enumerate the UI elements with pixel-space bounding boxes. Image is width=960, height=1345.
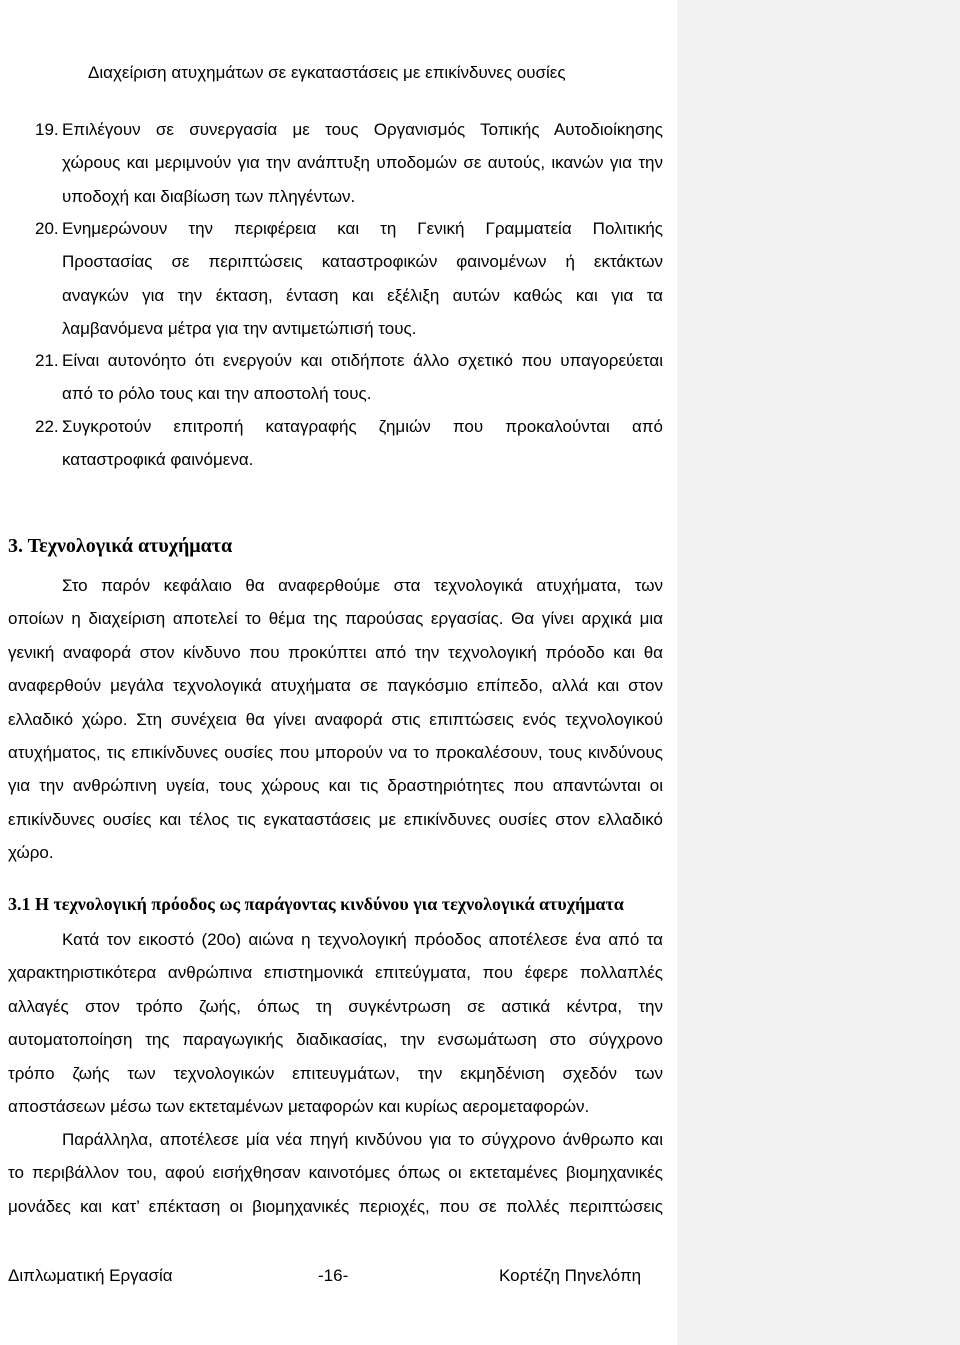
text-line: Στο παρόν κεφάλαιο θα αναφερθούμε στα τεχνολογικά ατυχήματα, των xyxy=(62,576,663,595)
text-line: αλλαγές στον τρόπο ζωής, όπως τη συγκέντρωση σε αστικά κέντρα, την xyxy=(8,996,663,1016)
text-line: οποίων η διαχείριση αποτελεί το θέμα της παρούσας εργασίας. Θα γίνει αρχικά μια xyxy=(8,609,663,629)
text-line: αυτοματοποίηση της παραγωγικής διαδικασίας, την ενσωμάτωση στο σύγχρονο xyxy=(8,1030,663,1050)
section-heading: 3. Τεχνολογικά ατυχήματα xyxy=(8,535,233,557)
list-item-number: 20. xyxy=(35,219,59,238)
text-line: Προστασίας σε περιπτώσεις καταστροφικών φαινομένων ή εκτάκτων xyxy=(62,252,663,272)
text-line: για την ανθρώπινη υγεία, τους χώρους και τις δραστηριότητες που απαντώνται οι xyxy=(8,776,663,796)
list-item-number: 19. xyxy=(35,120,59,139)
text-line: τρόπο ζωής των τεχνολογικών επιτευγμάτων, την εκμηδένιση σχεδόν των xyxy=(8,1063,663,1083)
text-line: μονάδες και κατ’ επέκταση οι βιομηχανικές περιοχές, που σε πολλές περιπτώσεις xyxy=(8,1196,663,1216)
text-line: χώρο. xyxy=(8,843,54,863)
text-line: λαμβανόμενα μέτρα για την αντιμετώπισή τους. xyxy=(62,319,417,339)
text-line: Είναι αυτονόητο ότι ενεργούν και οτιδήποτε άλλο σχετικό που υπαγορεύεται xyxy=(62,351,663,370)
text-line: αναγκών για την έκταση, ένταση και εξέλιξη αυτών καθώς και για τα xyxy=(62,285,663,305)
footer-document-type: Διπλωματική Εργασία xyxy=(8,1266,173,1285)
list-item-text xyxy=(62,113,663,213)
text-line: αναφερθούν μεγάλα τεχνολογικά ατυχήματα σε παγκόσμιο επίπεδο, αλλά και στον xyxy=(8,676,663,696)
footer-author: Κορτέζη Πηνελόπη xyxy=(499,1266,642,1285)
text-line: ατυχήματος, τις επικίνδυνες ουσίες που μπορούν να το προκαλέσουν, τους κινδύνους xyxy=(8,742,663,762)
footer-page-number: -16- xyxy=(318,1266,349,1285)
running-header: Διαχείριση ατυχημάτων σε εγκαταστάσεις με επικίνδυνες ουσίες xyxy=(88,63,566,82)
text-line: Ενημερώνουν την περιφέρεια και τη Γενική Γραμματεία Πολιτικής xyxy=(62,219,663,238)
subsection-heading: 3.1 Η τεχνολογική πρόοδος ως παράγοντας κινδύνου για τεχνολογικά ατυχήματα xyxy=(8,894,624,914)
text-line: από το ρόλο τους και την αποστολή τους. xyxy=(62,384,372,404)
text-line: χώρους και μεριμνούν για την ανάπτυξη υποδομών σε αυτούς, ικανών για την xyxy=(62,153,663,173)
list-item-text xyxy=(62,212,663,346)
list-item-number: 21. xyxy=(35,351,59,370)
text-line: καταστροφικά φαινόμενα. xyxy=(62,450,254,470)
text-line: αποστάσεων μέσω των εκτεταμένων μεταφορών και κυρίως αερομεταφορών. xyxy=(8,1096,590,1116)
text-line: Επιλέγουν σε συνεργασία με τους Οργανισμός Τοπικής Αυτοδιοίκησης xyxy=(62,120,663,139)
text-line: Παράλληλα, αποτέλεσε μία νέα πηγή κινδύνου για το σύγχρονο άνθρωπο και xyxy=(62,1130,663,1149)
list-item-text xyxy=(62,344,663,411)
paragraph xyxy=(8,1123,663,1223)
text-line: το περιβάλλον του, αφού εισήχθησαν καινοτόμες όπως οι εκτεταμένες βιομηχανικές xyxy=(8,1163,663,1183)
text-line: γενική αναφορά στον κίνδυνο που προκύπτει από την τεχνολογική πρόοδο και θα xyxy=(8,642,663,662)
text-line: Συγκροτούν επιτροπή καταγραφής ζημιών που προκαλούνται από xyxy=(62,417,663,436)
text-line: επικίνδυνες ουσίες και τέλος τις εγκαταστάσεις με επικίνδυνες ουσίες στον ελλαδικό xyxy=(8,809,663,829)
text-line: υποδοχή και διαβίωση των πληγέντων. xyxy=(62,186,356,206)
list-item-text xyxy=(62,410,663,477)
text-line: Κατά τον εικοστό (20ο) αιώνα η τεχνολογική πρόοδος αποτέλεσε ένα από τα xyxy=(62,930,663,949)
paragraph xyxy=(8,923,663,1123)
text-line: χαρακτηριστικότερα ανθρώπινα επιστημονικά επιτεύγματα, που έφερε πολλαπλές xyxy=(8,963,663,983)
paragraph xyxy=(8,569,663,870)
text-line: ελλαδικό χώρο. Στη συνέχεια θα γίνει αναφορά στις επιπτώσεις ενός τεχνολογικού xyxy=(8,709,663,729)
comment-margin-pane xyxy=(677,0,960,1345)
list-item-number: 22. xyxy=(35,417,59,436)
